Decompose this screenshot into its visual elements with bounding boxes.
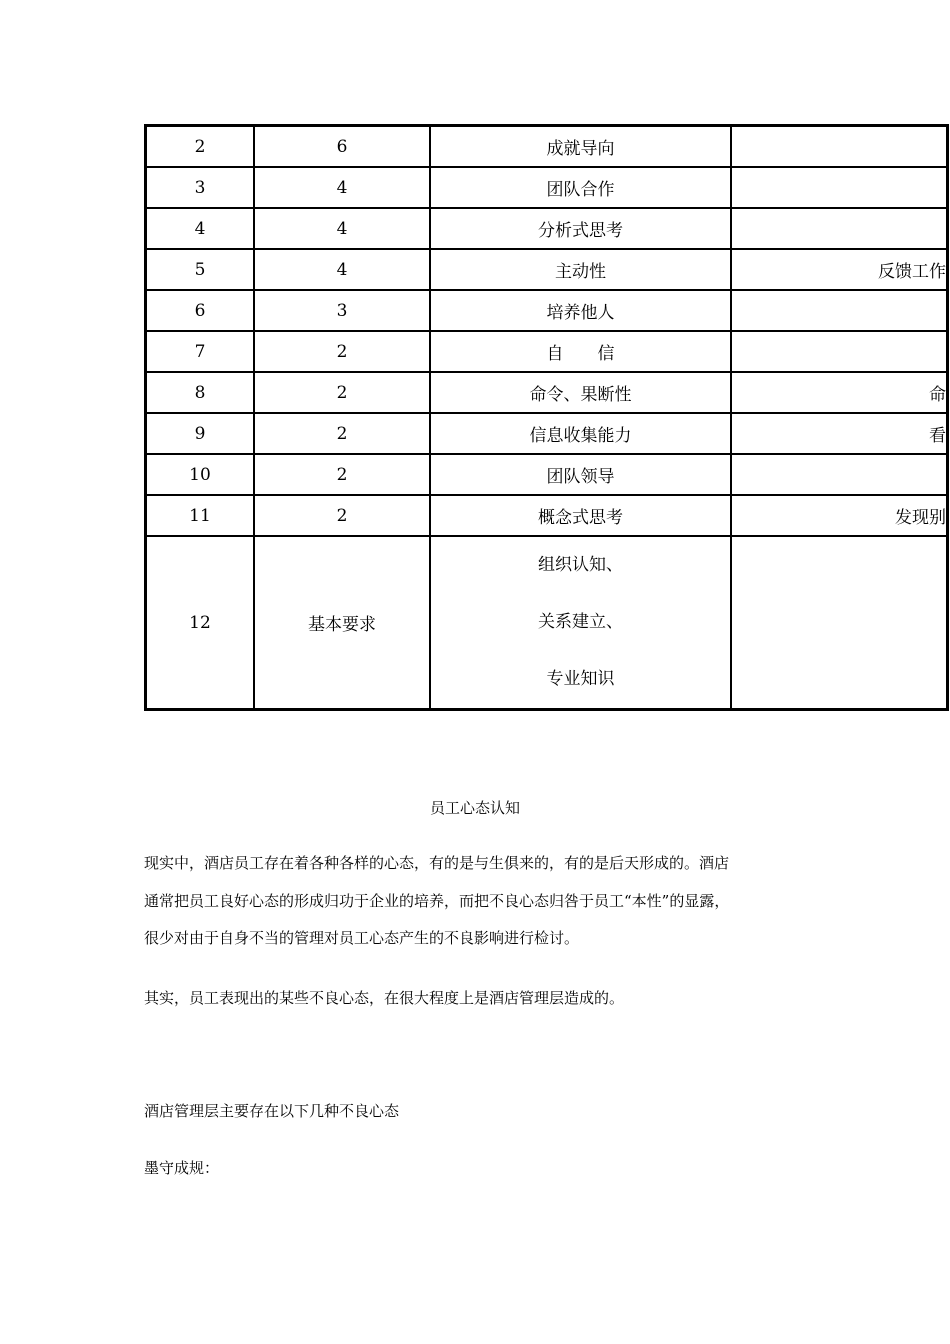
paragraph-heading-conservatism: 墨守成规： (144, 1159, 220, 1177)
section-title: 员工心态认知 (429, 799, 520, 817)
note-cell: 看 (731, 413, 947, 454)
table-row (146, 536, 947, 709)
weight-cell: 2 (254, 413, 430, 454)
weight-cell: 2 (254, 372, 430, 413)
weight-cell: 6 (254, 126, 430, 167)
paragraph-intro (144, 845, 824, 958)
competency-cell: 分析式思考 (430, 208, 731, 249)
note-cell (731, 167, 947, 208)
table-row (146, 331, 947, 372)
note-cell: 命 (731, 372, 947, 413)
competency-cell: 自 信 (430, 331, 731, 372)
table-row (146, 413, 947, 454)
table-row (146, 372, 947, 413)
competency-table (144, 124, 949, 711)
note-cell (731, 331, 947, 372)
paragraph-management: 酒店管理层主要存在以下几种不良心态 (144, 1102, 400, 1120)
competency-cell: 团队领导 (430, 454, 731, 495)
rank-cell: 12 (146, 536, 254, 709)
table-row (146, 495, 947, 536)
note-cell: 反馈工作 (731, 249, 947, 290)
competency-cell: 团队合作 (430, 167, 731, 208)
weight-cell: 4 (254, 249, 430, 290)
rank-cell: 8 (146, 372, 254, 413)
paragraph-line: 通常把员工良好心态的形成归功于企业的培养，而把不良心态归咎于员工“本性”的显露， (144, 891, 730, 910)
weight-cell: 4 (254, 208, 430, 249)
note-cell (731, 126, 947, 167)
table-row (146, 167, 947, 208)
note-cell (731, 454, 947, 495)
table-row (146, 454, 947, 495)
table-row (146, 126, 947, 167)
rank-cell: 10 (146, 454, 254, 495)
note-cell: 发现别 (731, 495, 947, 536)
weight-cell: 2 (254, 331, 430, 372)
table-row (146, 249, 947, 290)
weight-cell: 2 (254, 454, 430, 495)
note-cell (731, 208, 947, 249)
table-row (146, 208, 947, 249)
table-row (146, 290, 947, 331)
rank-cell: 2 (146, 126, 254, 167)
weight-cell: 基本要求 (254, 536, 430, 709)
rank-cell: 11 (146, 495, 254, 536)
paragraph-fact: 其实，员工表现出的某些不良心态，在很大程度上是酒店管理层造成的。 (144, 989, 625, 1007)
competency-cell: 成就导向 (430, 126, 731, 167)
paragraph-line: 很少对由于自身不当的管理对员工心态产生的不良影响进行检讨。 (144, 929, 580, 947)
competency-line: 关系建立、 (538, 612, 623, 632)
competency-line: 组织认知、 (538, 555, 623, 575)
paragraph-line: 现实中，酒店员工存在着各种各样的心态，有的是与生俱来的，有的是后天形成的。酒店 (144, 854, 730, 872)
competency-cell: 命令、果断性 (430, 372, 731, 413)
rank-cell: 9 (146, 413, 254, 454)
rank-cell: 4 (146, 208, 254, 249)
competency-line: 专业知识 (546, 669, 615, 689)
rank-cell: 5 (146, 249, 254, 290)
competency-cell: 信息收集能力 (430, 413, 731, 454)
competency-cell: 培养他人 (430, 290, 731, 331)
weight-cell: 4 (254, 167, 430, 208)
note-cell (731, 536, 947, 709)
competency-cell (430, 536, 731, 709)
competency-cell: 概念式思考 (430, 495, 731, 536)
rank-cell: 6 (146, 290, 254, 331)
weight-cell: 3 (254, 290, 430, 331)
weight-cell: 2 (254, 495, 430, 536)
rank-cell: 7 (146, 331, 254, 372)
competency-cell: 主动性 (430, 249, 731, 290)
rank-cell: 3 (146, 167, 254, 208)
note-cell (731, 290, 947, 331)
table-body (146, 126, 947, 709)
